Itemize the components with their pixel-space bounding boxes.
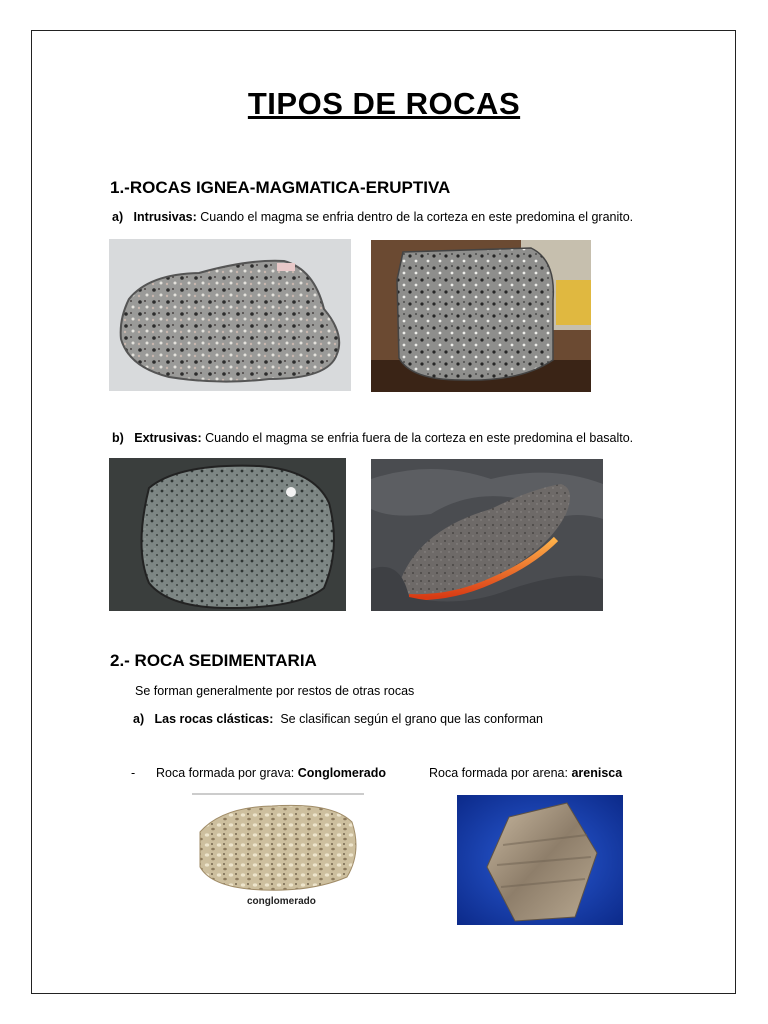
basalt-rock-image (109, 458, 346, 611)
clasticas-term: Las rocas clásticas: (154, 712, 274, 726)
section-1-heading: 1.-ROCAS IGNEA-MAGMATICA-ERUPTIVA (110, 178, 451, 197)
intrusivas-line (112, 210, 633, 224)
conglomerado-image (192, 792, 364, 912)
granite-block-image (371, 240, 591, 392)
extrusivas-term: Extrusivas: (134, 431, 202, 445)
grava-value: Conglomerado (297, 766, 386, 780)
intrusivas-text: Cuando el magma se enfria dentro de la corteza en este predomina el granito. (200, 210, 634, 224)
lava-flow-image (371, 459, 603, 611)
clasticas-text: Se clasifican según el grano que las conforman (280, 712, 543, 726)
grava-line (131, 766, 386, 780)
arena-label: Roca formada por arena: (429, 766, 568, 780)
grava-label: Roca formada por grava: (156, 766, 295, 780)
granite-slab-image (109, 239, 351, 391)
clasticas-line (133, 712, 543, 726)
item-marker: a) (133, 712, 145, 726)
intrusivas-term: Intrusivas: (133, 210, 197, 224)
page-title: TIPOS DE ROCAS (247, 86, 521, 121)
item-marker: b) (112, 431, 124, 445)
extrusivas-line (112, 431, 633, 445)
list-dash: - (131, 766, 136, 780)
extrusivas-text: Cuando el magma se enfria fuera de la corteza en este predomina el basalto. (205, 431, 634, 445)
section-2-heading: 2.- ROCA SEDIMENTARIA (110, 651, 317, 670)
sedimentaria-intro: Se forman generalmente por restos de otras rocas (135, 684, 415, 698)
arena-line (429, 766, 622, 780)
item-marker: a) (112, 210, 124, 224)
conglomerado-caption: conglomerado (247, 896, 316, 907)
arenisca-image (457, 795, 623, 925)
arena-value: arenisca (571, 766, 623, 780)
